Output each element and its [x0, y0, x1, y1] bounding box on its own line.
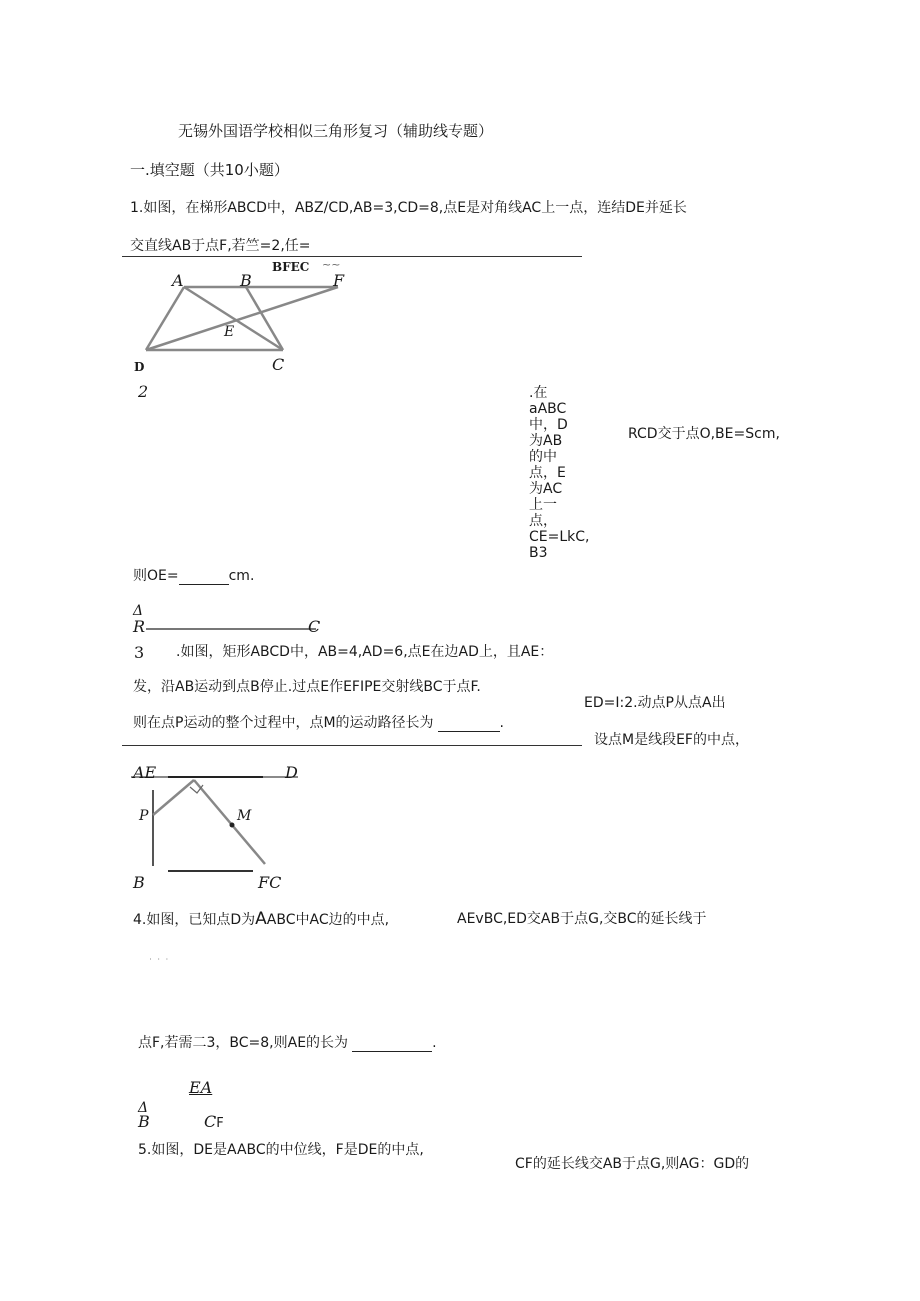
q3-number: 3 — [134, 643, 145, 662]
q2-answer-unit: cm. — [228, 568, 255, 584]
q2-fig-delta: Δ — [133, 603, 144, 619]
q4-line1-big: A — [255, 909, 267, 929]
q1-line2: 交直线AB于点F,若竺=2,任= — [130, 238, 311, 254]
q4-fig-b: B — [138, 1112, 150, 1131]
q1-fraction-text: BFEC — [272, 260, 310, 274]
q3-point-m — [230, 823, 235, 828]
q1-line1: 1.如图，在梯形ABCD中，ABZ/CD,AB=3,CD=8,点E是对角线AC上一点，连结DE并延长 — [130, 200, 687, 216]
q2-fig-baseline — [146, 628, 316, 630]
q3-label-d: D — [285, 763, 298, 782]
q1-fraction-mark: ~~ — [322, 258, 341, 271]
q2-answer-label: 则OE= — [133, 568, 179, 584]
q4-line2-wrap: 点F,若需二3，BC=8,则AE的长为 . — [138, 1035, 437, 1051]
q4-dots: ˙ ˙ ˙ — [148, 958, 170, 969]
q2-col-10: B3 — [529, 545, 548, 561]
q3-label-p: P — [139, 808, 149, 824]
q1-label-e: E — [224, 324, 235, 340]
q3-answer-blank — [438, 713, 500, 732]
q1-line-bc — [246, 287, 283, 350]
q2-right-text: RCD交于点O,BE=Scm, — [628, 426, 780, 442]
q4-line1-right: AEvBC,ED交AB于点G,交BC的延长线于 — [457, 911, 707, 927]
q1-label-b: B — [240, 271, 252, 290]
q1-label-a: A — [172, 271, 184, 290]
q4-fig-delta: Δ — [138, 1100, 149, 1116]
q3-label-ae: AE — [133, 763, 157, 782]
q4-fig-ea: EA — [189, 1078, 213, 1097]
q2-col-5: 点，E — [529, 465, 566, 481]
q2-col-2: 中，D — [529, 417, 568, 433]
page-title: 无锡外国语学校相似三角形复习（辅助线专题） — [178, 122, 494, 140]
q5-line1: 5.如图，DE是AABC的中位线，F是DE的中点, — [138, 1142, 424, 1158]
q3-label-m: M — [237, 808, 252, 824]
q3-line-ef — [194, 780, 265, 864]
q2-col-3: 为AB — [529, 433, 563, 449]
q3-line3: 则在点P运动的整个过程中，点M的运动路径长为 — [133, 715, 434, 731]
q1-label-f: F — [333, 271, 345, 290]
q3-label-fc: FC — [258, 873, 282, 892]
q5-line2: CF的延长线交AB于点G,则AG：GD的 — [515, 1156, 750, 1172]
q3-line3-wrap: 则在点P运动的整个过程中，点M的运动路径长为 . — [133, 715, 504, 731]
q4-answer-blank — [352, 1033, 432, 1052]
q1-line-df — [146, 287, 338, 350]
q1-rule — [122, 256, 582, 257]
q2-answer-line — [133, 566, 254, 585]
q4-fig-c: C — [204, 1112, 217, 1131]
q2-fig-c: C — [308, 617, 321, 636]
q3-right1: ED=I:2.动点P从点A出 — [584, 695, 726, 711]
q2-col-9: CE=LkC, — [529, 529, 590, 545]
q3-rule — [122, 745, 582, 746]
q4-fig-cf — [204, 1113, 224, 1133]
q4-line1-b: ABC中AC边的中点, — [266, 912, 390, 928]
section-heading: 一.填空题（共10小题） — [130, 161, 289, 179]
q2-number: 2 — [138, 382, 149, 401]
q2-col-6: 为AC — [529, 481, 563, 497]
q4-line1 — [133, 910, 389, 929]
q4-line1-a: 4.如图，已知点D为 — [133, 912, 256, 928]
q2-col-0: .在 — [529, 385, 548, 401]
q2-col-1: aABC — [529, 401, 567, 417]
q2-fig-r: R — [133, 617, 146, 636]
q2-col-7: 上一 — [529, 497, 557, 513]
q3-label-b: B — [133, 873, 145, 892]
q3-line1: .如图，矩形ABCD中，AB=4,AD=6,点E在边AD上，且AE： — [176, 644, 554, 660]
q4-line2: 点F,若需二3，BC=8,则AE的长为 — [138, 1035, 349, 1051]
q1-label-c: C — [272, 355, 285, 374]
q3-line2: 发，沿AB运动到点B停止.过点E作EFIPE交射线BC于点F. — [133, 679, 481, 695]
q3-right2: 设点M是线段EF的中点， — [594, 732, 749, 748]
q4-fig-f: F — [216, 1116, 224, 1131]
q1-label-d: D — [134, 360, 145, 374]
q3-line-pe — [153, 780, 194, 815]
q2-col-4: 的中 — [529, 449, 557, 465]
q2-answer-blank — [179, 566, 229, 585]
q2-col-8: 点， — [529, 513, 557, 529]
q2-vertical-text — [529, 385, 590, 561]
